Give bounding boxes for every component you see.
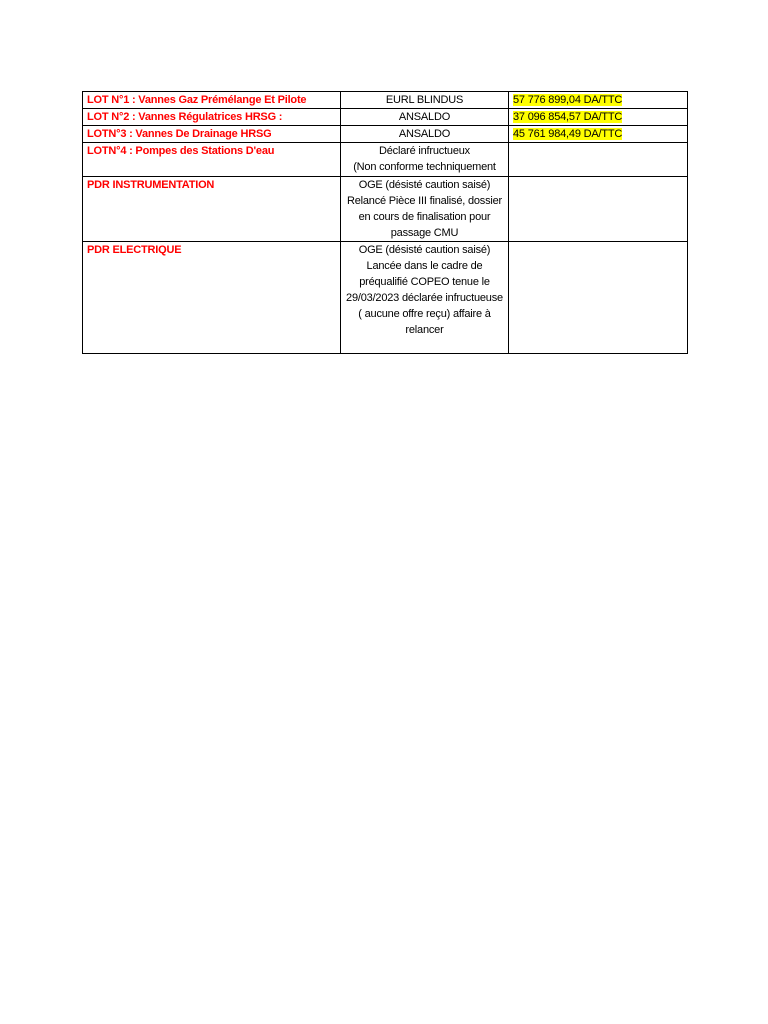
lots-status-table [82, 91, 688, 354]
lot-name-cell: PDR INSTRUMENTATION [83, 177, 341, 242]
status-line: EURL BLINDUS [385, 94, 464, 106]
status-line: relancer [405, 324, 444, 336]
amount-cell [509, 177, 688, 242]
status-line: Relancé Pièce III finalisé, dossier [346, 195, 503, 207]
lot-name-cell: LOTN°3 : Vannes De Drainage HRSG [83, 126, 341, 143]
lot-name-cell: LOT N°2 : Vannes Régulatrices HRSG : [83, 109, 341, 126]
status-line: ANSALDO [398, 128, 451, 140]
status-line: préqualifié COPEO tenue le [359, 276, 490, 288]
amount-value: 45 761 984,49 DA/TTC [513, 128, 623, 140]
status-line: (Non conforme techniquement [353, 161, 496, 173]
table-row-pdr-instrumentation [83, 177, 688, 242]
amount-cell [509, 109, 688, 126]
status-cell [341, 242, 509, 354]
amount-value: 57 776 899,04 DA/TTC [513, 94, 623, 106]
status-cell [341, 126, 509, 143]
status-line: OGE (désisté caution saisé) [358, 244, 491, 256]
lot-name-cell: LOT N°1 : Vannes Gaz Prémélange Et Pilote [83, 92, 341, 109]
lot-name-cell: LOTN°4 : Pompes des Stations D'eau [83, 143, 341, 177]
amount-cell [509, 126, 688, 143]
amount-cell [509, 92, 688, 109]
table-row-lot-3 [83, 126, 688, 143]
status-cell [341, 177, 509, 242]
amount-cell [509, 242, 688, 354]
status-line: Déclaré infructueux [379, 145, 470, 157]
amount-value: 37 096 854,57 DA/TTC [513, 111, 623, 123]
status-line: OGE (désisté caution saisé) [358, 179, 491, 191]
table-row-lot-2 [83, 109, 688, 126]
amount-cell [509, 143, 688, 177]
status-line: 29/03/2023 déclarée infructueuse [346, 292, 503, 304]
status-line: passage CMU [390, 227, 459, 239]
status-cell [341, 143, 509, 177]
status-cell [341, 109, 509, 126]
status-line: ANSALDO [398, 111, 451, 123]
table-row-lot-1 [83, 92, 688, 109]
status-line: en cours de finalisation pour [358, 211, 491, 223]
status-cell [341, 92, 509, 109]
table-row-lot-4 [83, 143, 688, 177]
lot-name-cell: PDR ELECTRIQUE [83, 242, 341, 354]
table-row-pdr-electrique [83, 242, 688, 354]
status-line: ( aucune offre reçu) affaire à [358, 308, 491, 320]
status-line: Lancée dans le cadre de [366, 260, 483, 272]
